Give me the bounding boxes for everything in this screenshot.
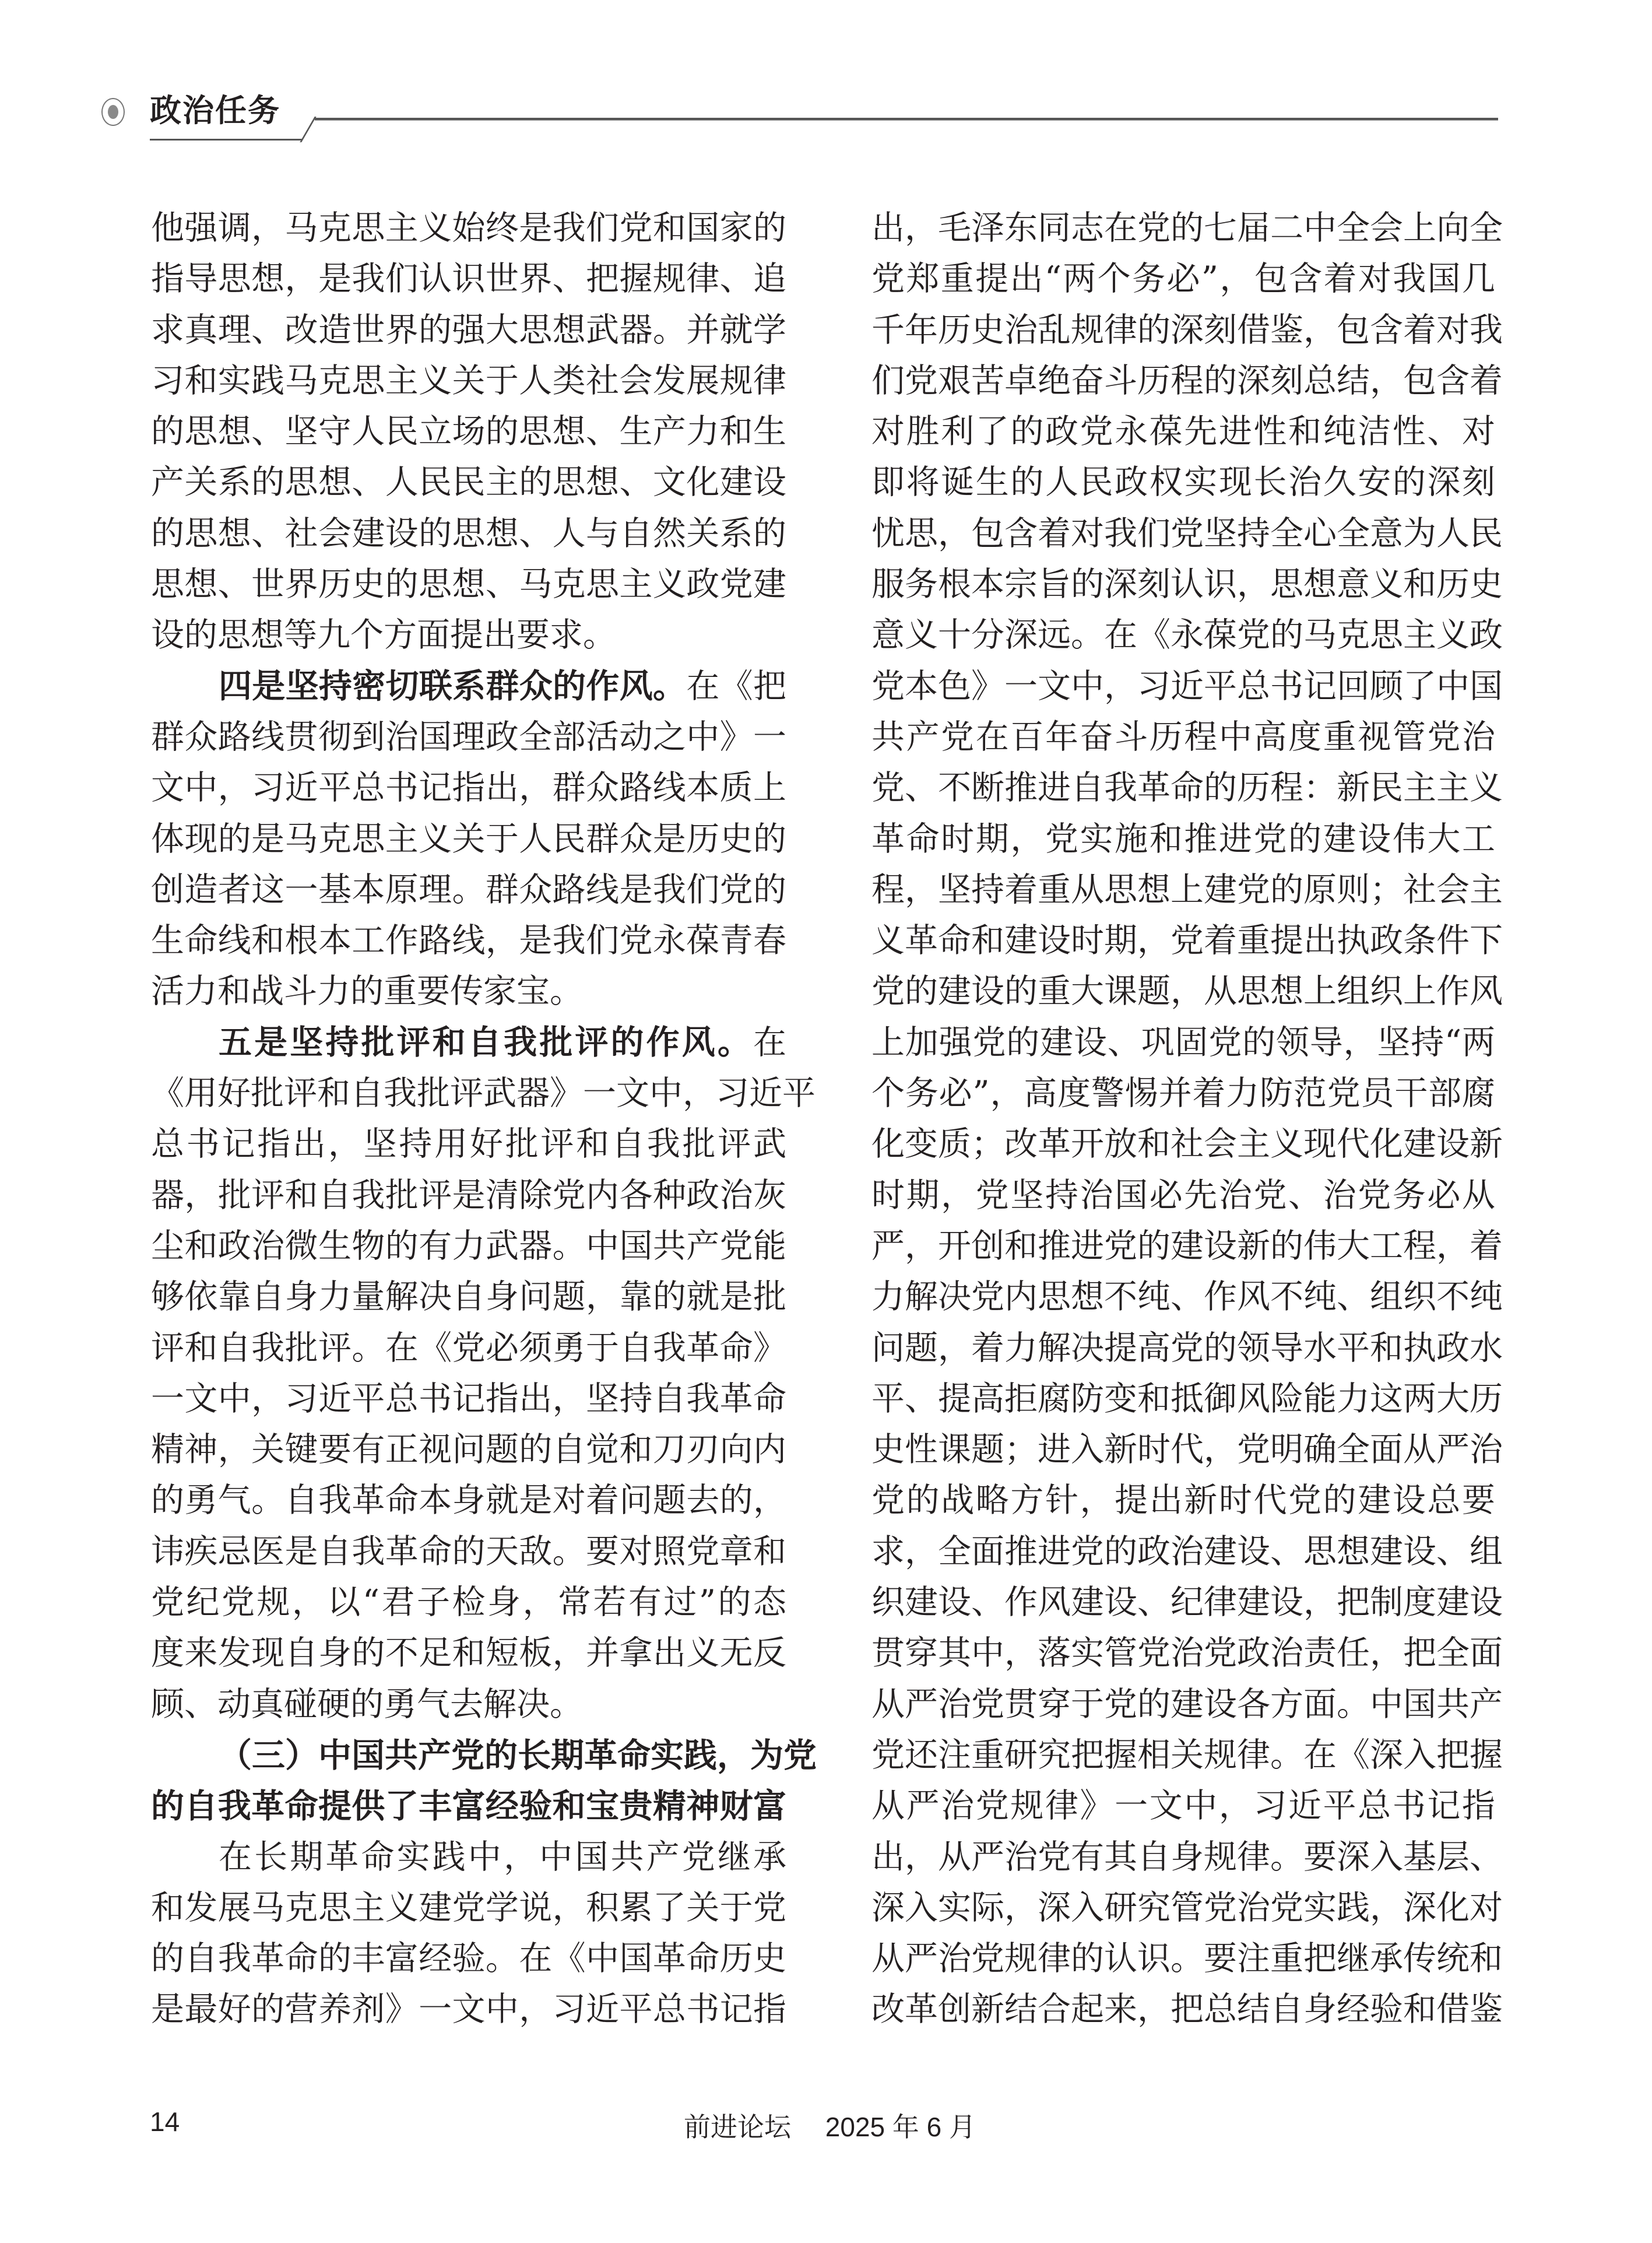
line-text: 改革创新结合起来，把总结自身经验和借鉴	[871, 1990, 1503, 2029]
text-line	[871, 1119, 1503, 1170]
text-line	[151, 610, 786, 661]
subheading-line	[151, 1781, 786, 1831]
line-text: 革命时期，党实施和推进党的建设伟大工	[871, 819, 1495, 858]
line-text: 的自我革命提供了丰富经验和宝贵精神财富	[151, 1786, 786, 1826]
target-circle-icon	[101, 98, 125, 126]
left-text-column	[151, 203, 817, 2035]
text-line	[151, 406, 786, 457]
line-text: 们党艰苦卓绝奋斗历程的深刻总结，包含着	[871, 361, 1503, 400]
text-line	[151, 254, 786, 304]
text-line	[871, 305, 1503, 356]
subheading-line	[151, 1730, 817, 1781]
line-text: 贯穿其中，落实管党治党政治责任，把全面	[871, 1634, 1503, 1673]
text-line	[871, 1221, 1503, 1272]
line-text: 生命线和根本工作路线，是我们党永葆青春	[151, 921, 786, 960]
line-text: 体现的是马克思主义关于人民群众是历史的	[151, 819, 786, 858]
text-line	[151, 1170, 786, 1221]
text-line	[871, 814, 1495, 865]
page-number: 14	[150, 2107, 180, 2137]
line-text: 度来发现自身的不足和短板，并拿出义无反	[151, 1634, 786, 1673]
text-line	[871, 1272, 1503, 1322]
line-text: 《用好批评和自我批评武器》一文中，习近平	[151, 1074, 816, 1113]
line-text: 织建设、作风建设、纪律建设，把制度建设	[871, 1583, 1503, 1622]
publication-info: 前进论坛 2025 年 6 月	[684, 2112, 976, 2142]
line-text: 精神，关键要有正视问题的自觉和刀刃向内	[151, 1430, 786, 1469]
text-line	[151, 203, 786, 254]
text-line	[151, 1832, 786, 1883]
text-line	[151, 865, 786, 915]
line-text: 党的战略方针，提出新时代党的建设总要	[871, 1481, 1495, 1520]
text-line	[151, 559, 786, 610]
line-text: 求，全面推进党的政治建设、思想建设、组	[871, 1532, 1503, 1571]
line-text: 的思想、社会建设的思想、人与自然关系的	[151, 514, 786, 553]
line-text: 一文中，习近平总书记指出，坚持自我革命	[151, 1379, 786, 1418]
text-line	[151, 1933, 786, 1984]
line-text: 即将诞生的人民政权实现长治久安的深刻	[871, 463, 1495, 502]
text-line	[151, 1424, 786, 1475]
text-line	[151, 508, 786, 559]
line-text: 党、不断推进自我革命的历程：新民主主义	[871, 768, 1503, 808]
line-text: 对胜利了的政党永葆先进性和纯洁性、对	[871, 412, 1495, 451]
text-line	[871, 1374, 1503, 1424]
text-line	[871, 1883, 1503, 1933]
text-line	[871, 254, 1495, 304]
line-text: 器，批评和自我批评是清除党内各种政治灰	[151, 1175, 786, 1214]
text-line	[151, 915, 786, 966]
line-text: 党本色》一文中，习近平总书记回顾了中国	[871, 666, 1503, 705]
section-title: 政治任务	[150, 92, 280, 129]
text-line	[151, 1119, 786, 1170]
text-line	[871, 1679, 1503, 1730]
line-text: 和发展马克思主义建党学说，积累了关于党	[151, 1888, 786, 1927]
line-text: 的自我革命的丰富经验。在《中国革命历史	[151, 1939, 786, 1978]
text-line	[151, 1628, 786, 1679]
line-text: 党纪党规，以“君子检身，常若有过”的态	[151, 1583, 786, 1622]
line-text: 化变质；改革开放和社会主义现代化建设新	[871, 1125, 1503, 1164]
line-text: 思想、世界历史的思想、马克思主义政党建	[151, 565, 786, 604]
text-line	[871, 1323, 1503, 1374]
line-text: 出，毛泽东同志在党的七届二中全会上向全	[871, 209, 1503, 247]
text-line	[151, 356, 786, 406]
line-text: 的勇气。自我革命本身就是对着问题去的，	[151, 1481, 786, 1520]
text-line	[151, 1679, 786, 1730]
text-line	[151, 712, 786, 763]
line-text: 产关系的思想、人民民主的思想、文化建设	[151, 463, 786, 502]
text-line	[151, 305, 786, 356]
line-text: 在《把	[686, 666, 786, 705]
text-line	[871, 1628, 1503, 1679]
text-line	[151, 814, 786, 865]
line-text: 是最好的营养剂》一文中，习近平总书记指	[151, 1990, 786, 2029]
line-text: 严，开创和推进党的建设新的伟大工程，着	[871, 1226, 1503, 1265]
line-text: 在长期革命实践中，中国共产党继承	[219, 1837, 786, 1876]
text-line	[871, 915, 1503, 966]
line-text: 问题，着力解决提高党的领导水平和执政水	[871, 1328, 1503, 1367]
line-text: 个务必”，高度警惕并着力防范党员干部腐	[871, 1074, 1495, 1113]
text-line	[871, 610, 1503, 661]
text-line	[151, 1272, 786, 1322]
text-line	[871, 457, 1495, 508]
line-text: 顾、动真碰硬的勇气去解决。	[151, 1684, 583, 1724]
text-line	[871, 865, 1503, 915]
text-line	[151, 966, 786, 1017]
text-line	[871, 1526, 1503, 1577]
text-line	[151, 1374, 786, 1424]
text-line	[871, 203, 1503, 254]
text-line	[151, 457, 786, 508]
text-line	[871, 508, 1503, 559]
line-text: 意义十分深远。在《永葆党的马克思主义政	[871, 616, 1503, 655]
bold-lead-text: 五是坚持批评和自我批评的作风。	[219, 1023, 753, 1062]
header-rule	[315, 118, 1498, 121]
line-text: 从严治党规律的认识。要注重把继承传统和	[871, 1939, 1503, 1978]
line-text: 讳疾忌医是自我革命的天敌。要对照党章和	[151, 1532, 786, 1571]
line-text: 上加强党的建设、巩固党的领导，坚持“两	[871, 1023, 1495, 1062]
line-text: 史性课题；进入新时代，党明确全面从严治	[871, 1430, 1503, 1469]
line-text: 的思想、坚守人民立场的思想、生产力和生	[151, 412, 786, 451]
line-text: 平、提高拒腐防变和抵御风险能力这两大历	[871, 1379, 1503, 1418]
line-text: 群众路线贯彻到治国理政全部活动之中》一	[151, 717, 786, 756]
text-line	[871, 406, 1495, 457]
text-line	[871, 1068, 1495, 1119]
line-text: （三）中国共产党的长期革命实践，为党	[219, 1735, 817, 1775]
text-line	[871, 1984, 1503, 2035]
text-line	[871, 1170, 1495, 1221]
line-text: 习和实践马克思主义关于人类社会发展规律	[151, 361, 786, 400]
line-text: 程，坚持着重从思想上建党的原则；社会主	[871, 870, 1503, 909]
text-line	[151, 1577, 786, 1628]
line-text: 够依靠自身力量解决自身问题，靠的就是批	[151, 1277, 786, 1317]
line-text: 总书记指出，坚持用好批评和自我批评武	[151, 1125, 786, 1164]
text-line	[871, 1017, 1495, 1068]
text-line	[151, 1475, 786, 1526]
text-line	[151, 1526, 786, 1577]
text-line	[151, 1323, 786, 1374]
text-line	[151, 661, 786, 712]
text-line	[871, 1475, 1495, 1526]
line-text: 他强调，马克思主义始终是我们党和国家的	[151, 209, 786, 247]
line-text: 党郑重提出“两个务必”，包含着对我国几	[871, 259, 1495, 299]
bold-lead-text: 四是坚持密切联系群众的作风。	[219, 666, 687, 705]
line-text: 义革命和建设时期，党着重提出执政条件下	[871, 921, 1503, 960]
text-line	[871, 661, 1503, 712]
text-line	[871, 1781, 1495, 1831]
line-text: 从严治党规律》一文中，习近平总书记指	[871, 1786, 1495, 1826]
line-text: 指导思想，是我们认识世界、把握规律、追	[151, 259, 786, 299]
line-text: 尘和政治微生物的有力武器。中国共产党能	[151, 1226, 786, 1265]
text-line	[151, 1883, 786, 1933]
line-text: 求真理、改造世界的强大思想武器。并就学	[151, 310, 786, 349]
text-line	[151, 1068, 816, 1119]
line-text: 活力和战斗力的重要传家宝。	[151, 972, 583, 1011]
line-text: 设的思想等九个方面提出要求。	[151, 616, 616, 655]
line-text: 评和自我批评。在《党必须勇于自我革命》	[151, 1328, 786, 1367]
text-line	[871, 712, 1495, 763]
header-underline	[150, 139, 303, 141]
line-text: 在	[753, 1023, 786, 1062]
right-text-column	[871, 203, 1503, 2035]
line-text: 力解决党内思想不纯、作风不纯、组织不纯	[871, 1277, 1503, 1317]
text-line	[871, 356, 1503, 406]
text-line	[151, 763, 786, 813]
line-text: 共产党在百年奋斗历程中高度重视管党治	[871, 717, 1495, 756]
text-line	[871, 1577, 1503, 1628]
line-text: 出，从严治党有其自身规律。要深入基层、	[871, 1837, 1503, 1876]
text-line	[871, 1933, 1503, 1984]
text-line	[151, 1221, 786, 1272]
line-text: 从严治党贯穿于党的建设各方面。中国共产	[871, 1684, 1503, 1724]
line-text: 千年历史治乱规律的深刻借鉴，包含着对我	[871, 310, 1503, 349]
text-line	[871, 1832, 1503, 1883]
line-text: 服务根本宗旨的深刻认识，思想意义和历史	[871, 565, 1503, 604]
text-line	[151, 1017, 786, 1068]
line-text: 深入实际，深入研究管党治党实践，深化对	[871, 1888, 1503, 1927]
text-line	[871, 1730, 1503, 1781]
text-line	[871, 763, 1503, 813]
line-text: 党的建设的重大课题，从思想上组织上作风	[871, 972, 1503, 1011]
line-text: 时期，党坚持治国必先治党、治党务必从	[871, 1175, 1495, 1214]
line-text: 党还注重研究把握相关规律。在《深入把握	[871, 1735, 1503, 1774]
text-line	[871, 966, 1503, 1017]
line-text: 文中，习近平总书记指出，群众路线本质上	[151, 768, 786, 808]
text-line	[871, 1424, 1503, 1475]
text-line	[871, 559, 1503, 610]
text-line	[151, 1984, 786, 2035]
line-text: 忧思，包含着对我们党坚持全心全意为人民	[871, 514, 1503, 553]
line-text: 创造者这一基本原理。群众路线是我们党的	[151, 870, 786, 909]
